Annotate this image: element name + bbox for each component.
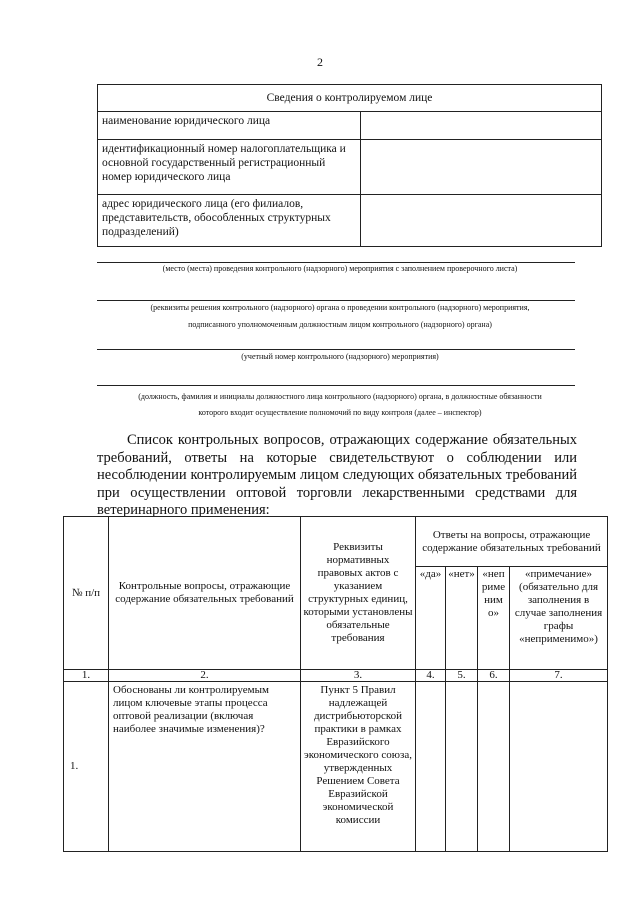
decision-caption-line2: подписанного уполномоченным должностным лицом контрольного (надзорного) органа)	[188, 320, 492, 329]
info-table-header: Сведения о контролируемом лице	[98, 85, 602, 112]
row-answer-not-applicable[interactable]	[478, 682, 510, 852]
account-number-fill-line	[97, 349, 575, 350]
official-fill-line	[97, 385, 575, 386]
column-number-2: 2.	[109, 670, 301, 682]
inn-ogrn-value	[361, 140, 602, 195]
page-number: 2	[317, 55, 323, 69]
account-number-caption: (учетный номер контрольного (надзорного) мероприятия)	[241, 352, 439, 361]
place-caption: (место (места) проведения контрольного (надзорного) мероприятия с заполнением проверочного листа)	[162, 264, 518, 273]
official-caption-line1: (должность, фамилия и инициалы должностного лица контрольного (надзорного) органа, в должностные обязанности	[138, 392, 542, 401]
column-number-7: 7.	[510, 670, 608, 682]
checklist-table	[63, 516, 608, 852]
official-caption-line2: которого входит осуществление полномочий по виду контроля (далее – инспектор)	[198, 408, 482, 417]
decision-caption-line1: (реквизиты решения контрольного (надзорного) органа о проведении контрольного (надзорного) мероприятия,	[150, 303, 530, 312]
column-number-4: 4.	[416, 670, 446, 682]
header-questions: Контрольные вопросы, отражающие содержание обязательных требований	[109, 517, 301, 670]
legal-entity-name-value	[361, 112, 602, 140]
header-note: «примечание» (обязательно для заполнения в случае заполнения графы «неприменимо»)	[510, 567, 608, 670]
header-yes: «да»	[416, 567, 446, 670]
checklist-intro-paragraph: Список контрольных вопросов, отражающих содержание обязательных требований, ответы на которые свидетельствуют о соблюдении или несоблюдении контролируемым лицом следующих обязательных требований при осуществлении оптовой торговли лекарственными средствами для ветеринарного применения:	[97, 432, 577, 518]
row-requisites: Пункт 5 Правил надлежащей дистрибьюторской практики в рамках Евразийского экономического союза, утвержденных Решением Совета Евразийской экономической комиссии	[301, 682, 416, 852]
legal-entity-name-label: наименование юридического лица	[98, 112, 361, 140]
decision-fill-line	[97, 300, 575, 301]
legal-address-label: адрес юридического лица (его филиалов, представительств, обособленных структурных подразделений)	[98, 195, 361, 247]
header-no: «нет»	[446, 567, 478, 670]
column-number-5: 5.	[446, 670, 478, 682]
place-fill-line	[97, 262, 575, 263]
header-number: № п/п	[64, 517, 109, 670]
column-number-1: 1.	[64, 670, 109, 682]
controlled-person-table	[97, 84, 602, 247]
table-row	[64, 682, 608, 852]
legal-address-value	[361, 195, 602, 247]
column-number-6: 6.	[478, 670, 510, 682]
header-not-applicable: «неприменимо»	[478, 567, 510, 670]
row-question: Обоснованы ли контролируемым лицом ключевые этапы процесса оптовой реализации (включая наиболее значимые изменения)?	[109, 682, 301, 852]
row-number: 1.	[64, 682, 109, 852]
row-answer-no[interactable]	[446, 682, 478, 852]
inn-ogrn-label: идентификационный номер налогоплательщика и основной государственный регистрационный номер юридического лица	[98, 140, 361, 195]
header-requisites: Реквизиты нормативных правовых актов с указанием структурных единиц, которыми установлены обязательные требования	[301, 517, 416, 670]
row-answer-note[interactable]	[510, 682, 608, 852]
row-answer-yes[interactable]	[416, 682, 446, 852]
column-number-3: 3.	[301, 670, 416, 682]
header-answers-group: Ответы на вопросы, отражающие содержание обязательных требований	[416, 517, 608, 567]
